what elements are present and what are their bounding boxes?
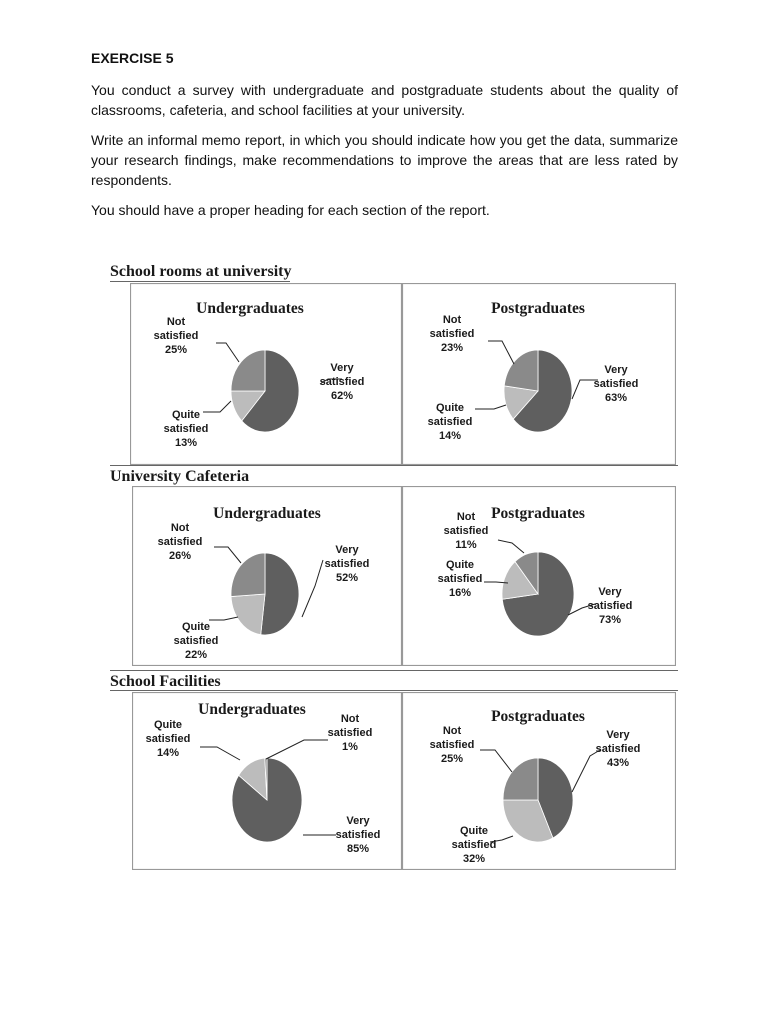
data-label-very-satisfied: Very satisfied 62% — [319, 362, 365, 402]
panel-school-rooms-undergraduates — [130, 283, 402, 465]
chart-title: Undergraduates — [196, 300, 304, 317]
pie-chart-facilities-postgraduates — [402, 692, 676, 870]
panel-facilities-undergraduates — [132, 692, 402, 870]
data-label-quite-satisfied: Quite satisfied 13% — [163, 409, 209, 449]
pie-chart-facilities-undergraduates — [132, 692, 402, 870]
exercise-block — [91, 50, 678, 230]
data-label-not-satisfied: Not satisfied 25% — [153, 316, 199, 356]
chart-title: Postgraduates — [491, 708, 585, 725]
section-divider — [110, 465, 678, 466]
paragraph-heading-note: You should have a proper heading for each section of the report. — [91, 202, 490, 218]
data-label-very-satisfied: Very satisfied 85% — [335, 815, 381, 855]
chart-title: Postgraduates — [491, 505, 585, 522]
pie-chart-cafeteria-postgraduates — [402, 486, 676, 666]
data-label-not-satisfied: Not satisfied 25% — [429, 725, 475, 765]
data-label-quite-satisfied: Quite satisfied 32% — [451, 825, 497, 865]
panel-cafeteria-postgraduates — [402, 486, 676, 666]
data-label-very-satisfied: Very satisfied 43% — [595, 729, 641, 769]
data-label-quite-satisfied: Quite satisfied 14% — [145, 719, 191, 759]
data-label-very-satisfied: Very satisfied 63% — [593, 364, 639, 404]
section-underline — [110, 281, 290, 282]
paragraph-instructions: Write an informal memo report, in which you should indicate how you get the data, summarize your research findings, make recommendations to improve the areas that are less rated by respondents. — [91, 132, 678, 188]
data-label-quite-satisfied: Quite satisfied 16% — [437, 559, 483, 599]
section-title-school-facilities: School Facilities — [110, 673, 221, 690]
data-label-very-satisfied: Very satisfied 73% — [587, 586, 633, 626]
pie-chart-school-rooms-undergraduates — [130, 283, 402, 465]
pie-chart-school-rooms-postgraduates — [402, 283, 676, 465]
data-label-not-satisfied: Not satisfied 11% — [443, 511, 489, 551]
section-title-cafeteria: University Cafeteria — [110, 468, 250, 485]
data-label-quite-satisfied: Quite satisfied 14% — [427, 402, 473, 442]
section-title-school-rooms: School rooms at university — [110, 263, 292, 280]
pie-chart-cafeteria-undergraduates — [132, 486, 402, 666]
panel-school-rooms-postgraduates — [402, 283, 676, 465]
panel-facilities-postgraduates — [402, 692, 676, 870]
data-label-quite-satisfied: Quite satisfied 22% — [173, 621, 219, 661]
section-divider — [110, 670, 678, 671]
exercise-title: EXERCISE 5 — [91, 50, 174, 66]
data-label-very-satisfied: Very satisfied 52% — [324, 544, 370, 584]
section-underline — [110, 690, 678, 691]
chart-title: Postgraduates — [491, 300, 585, 317]
data-label-not-satisfied: Not satisfied 26% — [157, 522, 203, 562]
paragraph-survey: You conduct a survey with undergraduate and postgraduate students about the quality of classrooms, cafeteria, and school facilities at your university. — [91, 82, 678, 118]
data-label-not-satisfied: Not satisfied 23% — [429, 314, 475, 354]
chart-title: Undergraduates — [213, 505, 321, 522]
panel-cafeteria-undergraduates — [132, 486, 402, 666]
data-label-not-satisfied: Not satisfied 1% — [327, 713, 373, 753]
chart-title: Undergraduates — [198, 701, 306, 718]
